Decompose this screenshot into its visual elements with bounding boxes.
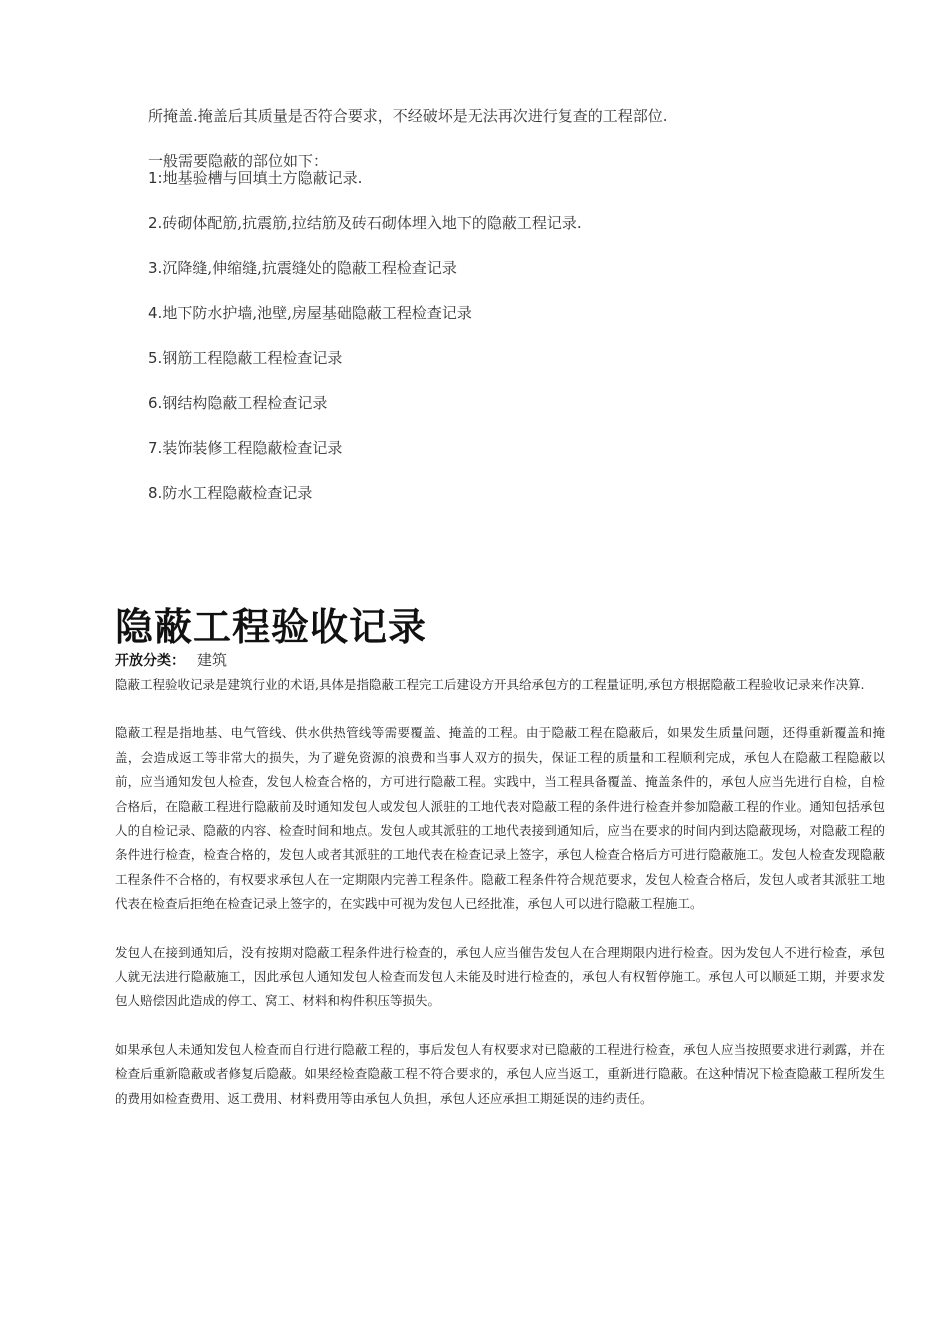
list-item-text: 沉降缝,伸缩缝,抗震缝处的隐蔽工程检查记录	[162, 259, 457, 277]
list-item-number: 7.	[148, 439, 163, 457]
article-paragraph: 隐蔽工程是指地基、电气管线、供水供热管线等需要覆盖、掩盖的工程。由于隐蔽工程在隐蔽后，如果发生质量问题，还得重新覆盖和掩盖，会造成返工等非常大的损失，为了避免资源的浪费和当事人双方的损失，保证工程的质量和工程顺利完成，承包人在隐蔽工程隐蔽以前，应当通知发包人检查，发包人检查合格的，方可进行隐蔽工程。实践中，当工程具备覆盖、掩盖条件的，承包人应当先进行自检，自检合格后，在隐蔽工程进行隐蔽前及时通知发包人或发包人派驻的工地代表对隐蔽工程的条件进行检查并参加隐蔽工程的作业。通知包括承包人的自检记录、隐蔽的内容、检查时间和地点。发包人或其派驻的工地代表接到通知后，应当在要求的时间内到达隐蔽现场，对隐蔽工程的条件进行检查，检查合格的，发包人或者其派驻的工地代表在检查记录上签字，承包人检查合格后方可进行隐蔽施工。发包人检查发现隐蔽工程条件不合格的，有权要求承包人在一定期限内完善工程条件。隐蔽工程条件符合规范要求，发包人检查合格后，发包人或者其派驻工地代表在检查后拒绝在检查记录上签字的，在实践中可视为发包人已经批准，承包人可以进行隐蔽工程施工。	[115, 725, 885, 912]
list-item-text: 钢筋工程隐蔽工程检查记录	[162, 349, 343, 367]
list-item-number: 6.	[148, 394, 163, 412]
list-item-text: 装饰装修工程隐蔽检查记录	[162, 439, 343, 457]
list-item	[148, 211, 868, 256]
list-item	[148, 301, 868, 346]
article-body	[115, 673, 885, 1135]
list-item	[148, 346, 868, 391]
list-heading: 一般需要隐蔽的部位如下：	[148, 152, 329, 170]
list-item-text: 钢结构隐蔽工程检查记录	[162, 394, 328, 412]
list-item-text: 砖砌体配筋,抗震筋,拉结筋及砖石砌体埋入地下的隐蔽工程记录.	[162, 214, 582, 232]
article-title: 隐蔽工程验收记录	[115, 605, 428, 649]
list-item-text: 防水工程隐蔽检查记录	[162, 484, 313, 502]
list-item	[148, 436, 868, 481]
list-item-text: 地基验槽与回填土方隐蔽记录.	[162, 169, 363, 187]
article-paragraph: 发包人在接到通知后，没有按期对隐蔽工程条件进行检查的，承包人应当催告发包人在合理期限内进行检查。因为发包人不进行检查，承包人就无法进行隐蔽施工，因此承包人通知发包人检查而发包人未能及时进行检查的，承包人有权暂停施工。承包人可以顺延工期，并要求发包人赔偿因此造成的停工、窝工、材料和构件积压等损失。	[115, 944, 885, 1009]
intro-section	[148, 104, 868, 173]
hidden-parts-list	[148, 166, 868, 526]
category-link[interactable]: 建筑	[197, 651, 228, 669]
list-item	[148, 391, 868, 436]
article-paragraph: 如果承包人未通知发包人检查而自行进行隐蔽工程的，事后发包人有权要求对已隐蔽的工程进行检查，承包人应当按照要求进行剥露，并在检查后重新隐蔽或者修复后隐蔽。如果经检查隐蔽工程不符合要求的，承包人应当返工，重新进行隐蔽。在这种情况下检查隐蔽工程所发生的费用如检查费用、返工费用、材料费用等由承包人负担，承包人还应承担工期延误的违约责任。	[115, 1041, 885, 1106]
list-item	[148, 481, 868, 526]
list-item-number: 2.	[148, 214, 163, 232]
list-item	[148, 166, 868, 211]
list-item-number: 1:	[148, 169, 163, 187]
article-paragraph: 隐蔽工程验收记录是建筑行业的术语,具体是指隐蔽工程完工后建设方开具给承包方的工程量证明,承包方根据隐蔽工程验收记录来作决算.	[115, 677, 865, 692]
list-item-number: 5.	[148, 349, 163, 367]
list-item-text: 地下防水护墙,池壁,房屋基础隐蔽工程检查记录	[162, 304, 472, 322]
category-line	[115, 649, 227, 670]
category-label: 开放分类：	[115, 653, 185, 669]
intro-fragment: 所掩盖.掩盖后其质量是否符合要求，不经破坏是无法再次进行复查的工程部位.	[148, 107, 668, 125]
list-item-number: 3.	[148, 259, 163, 277]
list-item-number: 8.	[148, 484, 163, 502]
list-item	[148, 256, 868, 301]
list-item-number: 4.	[148, 304, 163, 322]
